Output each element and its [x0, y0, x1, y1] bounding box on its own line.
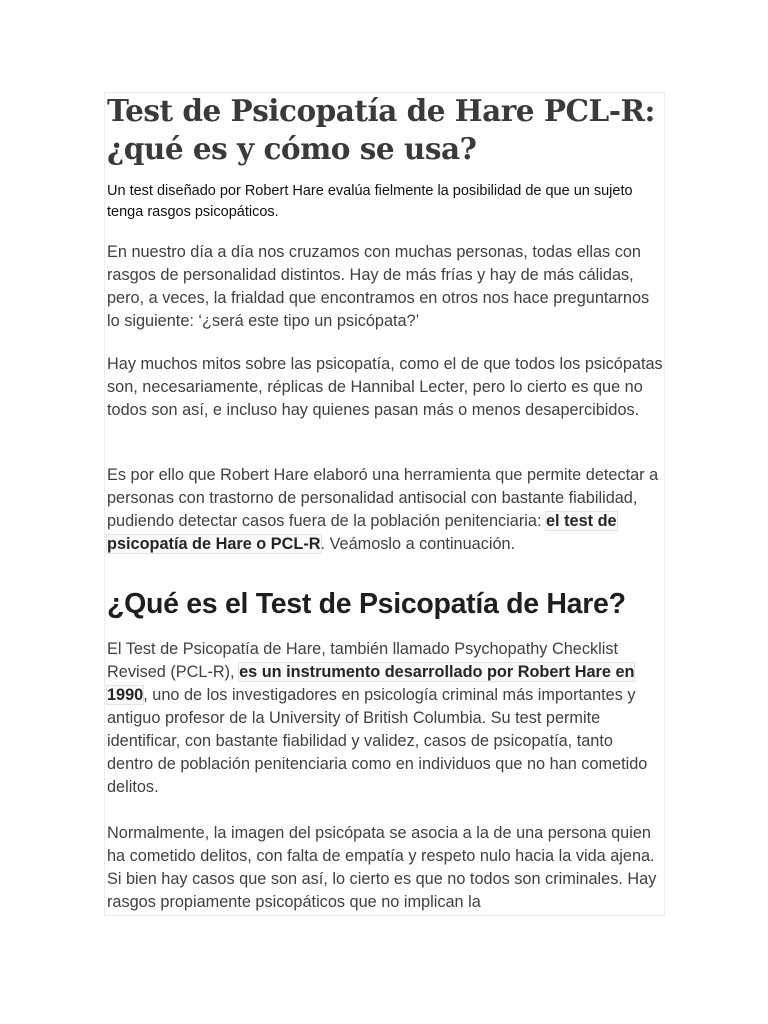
paragraph-image: Normalmente, la imagen del psicópata se asocia a la de una persona quien ha cometido delitos, con falta de empatía y respeto nulo hacia la vida ajena. Si bien hay casos que son así, lo cierto es que no todos son criminales. Hay rasgos propiamente psicopáticos que no implican la: [107, 824, 657, 911]
article-title: Test de Psicopatía de Hare PCL-R: ¿qué es y cómo se usa?: [107, 93, 655, 166]
article-subtitle: Un test diseñado por Robert Hare evalúa fielmente la posibilidad de que un sujeto tenga rasgos psicopáticos.: [107, 183, 633, 220]
section-heading: ¿Qué es el Test de Psicopatía de Hare?: [107, 588, 626, 620]
paragraph-definition-text: El Test de Psicopatía de Hare, también llamado Psychopathy Checklist Revised (PCL-R),: [107, 640, 619, 681]
paragraph-definition: [107, 638, 663, 799]
paragraph-myths: Hay muchos mitos sobre las psicopatía, como el de que todos los psicópatas son, necesariamente, réplicas de Hannibal Lecter, pero lo cierto es que no todos son así, e incluso hay quienes pasan más o menos desapercibidos.: [107, 355, 663, 419]
paragraph-tool-bold: el test de psicopatía de Hare o PCL-R: [107, 512, 617, 553]
paragraph-tool-text: Es por ello que Robert Hare elaboró una herramienta que permite detectar a personas con trastorno de personalidad antisocial con bastante fiabilidad, pudiendo detectar casos fuera de la población penitenciaria:: [107, 466, 659, 530]
paragraph-definition-bold: es un instrumento desarrollado por Robert Hare en 1990: [107, 663, 635, 704]
paragraph-definition-end: , uno de los investigadores en psicología criminal más importantes y antiguo profesor de la University of British Columbia. Su test permite identificar, con bastante fiabilidad y validez, casos de psicopatía, tanto dentro de población penitenciaria como en individuos que no han cometido delitos.: [107, 686, 648, 796]
paragraph-intro: En nuestro día a día nos cruzamos con muchas personas, todas ellas con rasgos de personalidad distintos. Hay de más frías y hay de más cálidas, pero, a veces, la frialdad que encontramos en otros nos hace preguntarnos lo siguiente: ‘¿será este tipo un psicópata?’: [107, 243, 650, 330]
paragraph-tool: [107, 464, 663, 556]
paragraph-tool-end: . Veámoslo a continuación.: [320, 535, 516, 553]
